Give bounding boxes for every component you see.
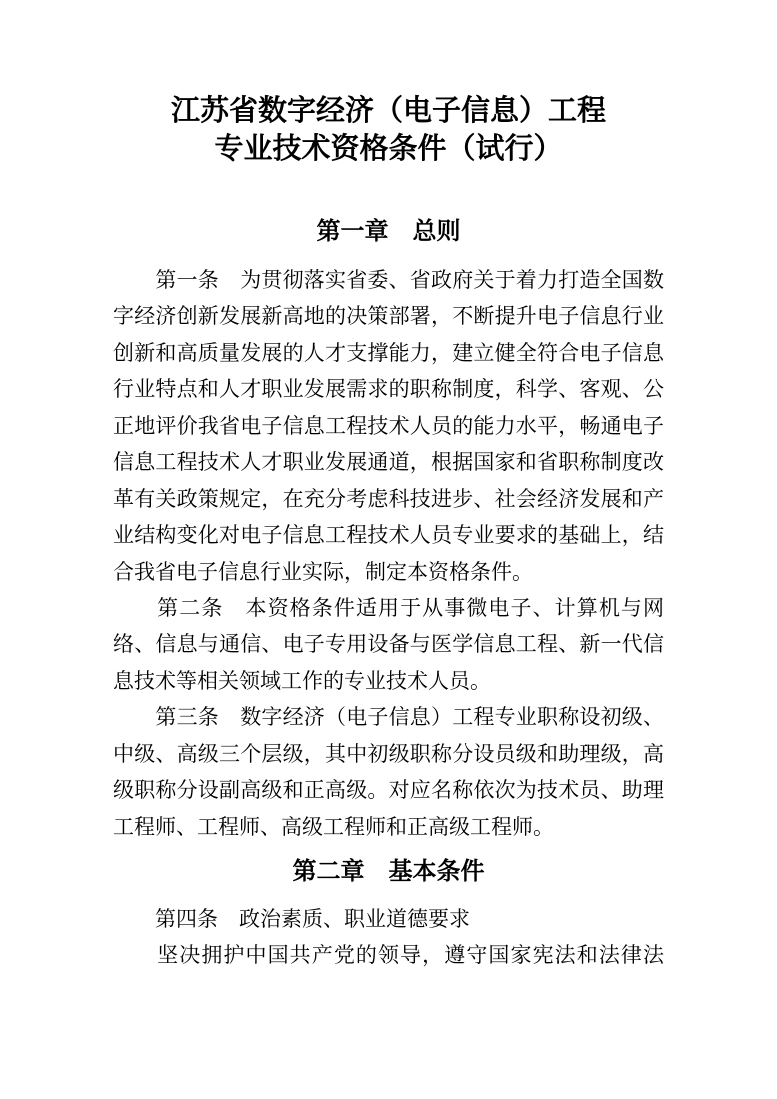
paragraph [113,700,664,846]
document-line: 坚决拥护中国共产党的领导，遵守国家宪法和法律法 [113,944,664,968]
document-line: 信息工程技术人才职业发展通道，根据国家和省职称制度改 [113,451,664,475]
chapter-heading-1: 第一章 总则 [316,218,461,245]
document-line: 第四条 政治素质、职业道德要求 [113,908,470,931]
document-line: 革有关政策规定，在充分考虑科技进步、社会经济发展和产 [113,487,664,511]
document-line: 创新和高质量发展的人才支撑能力，建立健全符合电子信息 [113,341,664,365]
document-line: 第一条 为贯彻落实省委、省政府关于着力打造全国数 [113,269,664,292]
document-title [113,92,664,168]
document-line: 中级、高级三个层级，其中初级职称分设员级和助理级，高 [113,742,664,766]
paragraph [113,263,664,591]
document-line: 字经济创新发展新高地的决策部署，不断提升电子信息行业 [113,305,664,329]
document-line: 第二条 本资格条件适用于从事微电子、计算机与网 [113,596,664,620]
paragraph [113,938,664,974]
document-line: 工程师、工程师、高级工程师和正高级工程师。 [113,815,554,839]
title-line-1: 江苏省数字经济（电子信息）工程 [170,95,606,127]
document-body [113,216,664,975]
document-line: 级职称分设副高级和正高级。对应名称依次为技术员、助理 [113,779,664,803]
document-line: 合我省电子信息行业实际，制定本资格条件。 [113,560,533,584]
chapter-heading-2: 第二章 基本条件 [292,858,485,885]
paragraph [113,591,664,700]
document-line: 络、信息与通信、电子专用设备与医学信息工程、新一代信 [113,633,664,657]
document-line: 正地评价我省电子信息工程技术人员的能力水平，畅通电子 [113,414,664,438]
document-line: 行业特点和人才职业发展需求的职称制度，科学、客观、公 [113,378,664,402]
paragraph [113,902,664,938]
title-line-2: 专业技术资格条件（试行） [214,133,563,165]
document-line: 息技术等相关领域工作的专业技术人员。 [113,669,491,693]
document-line: 业结构变化对电子信息工程技术人员专业要求的基础上，结 [113,524,664,548]
document-line: 第三条 数字经济（电子信息）工程专业职称设初级、 [113,706,664,730]
